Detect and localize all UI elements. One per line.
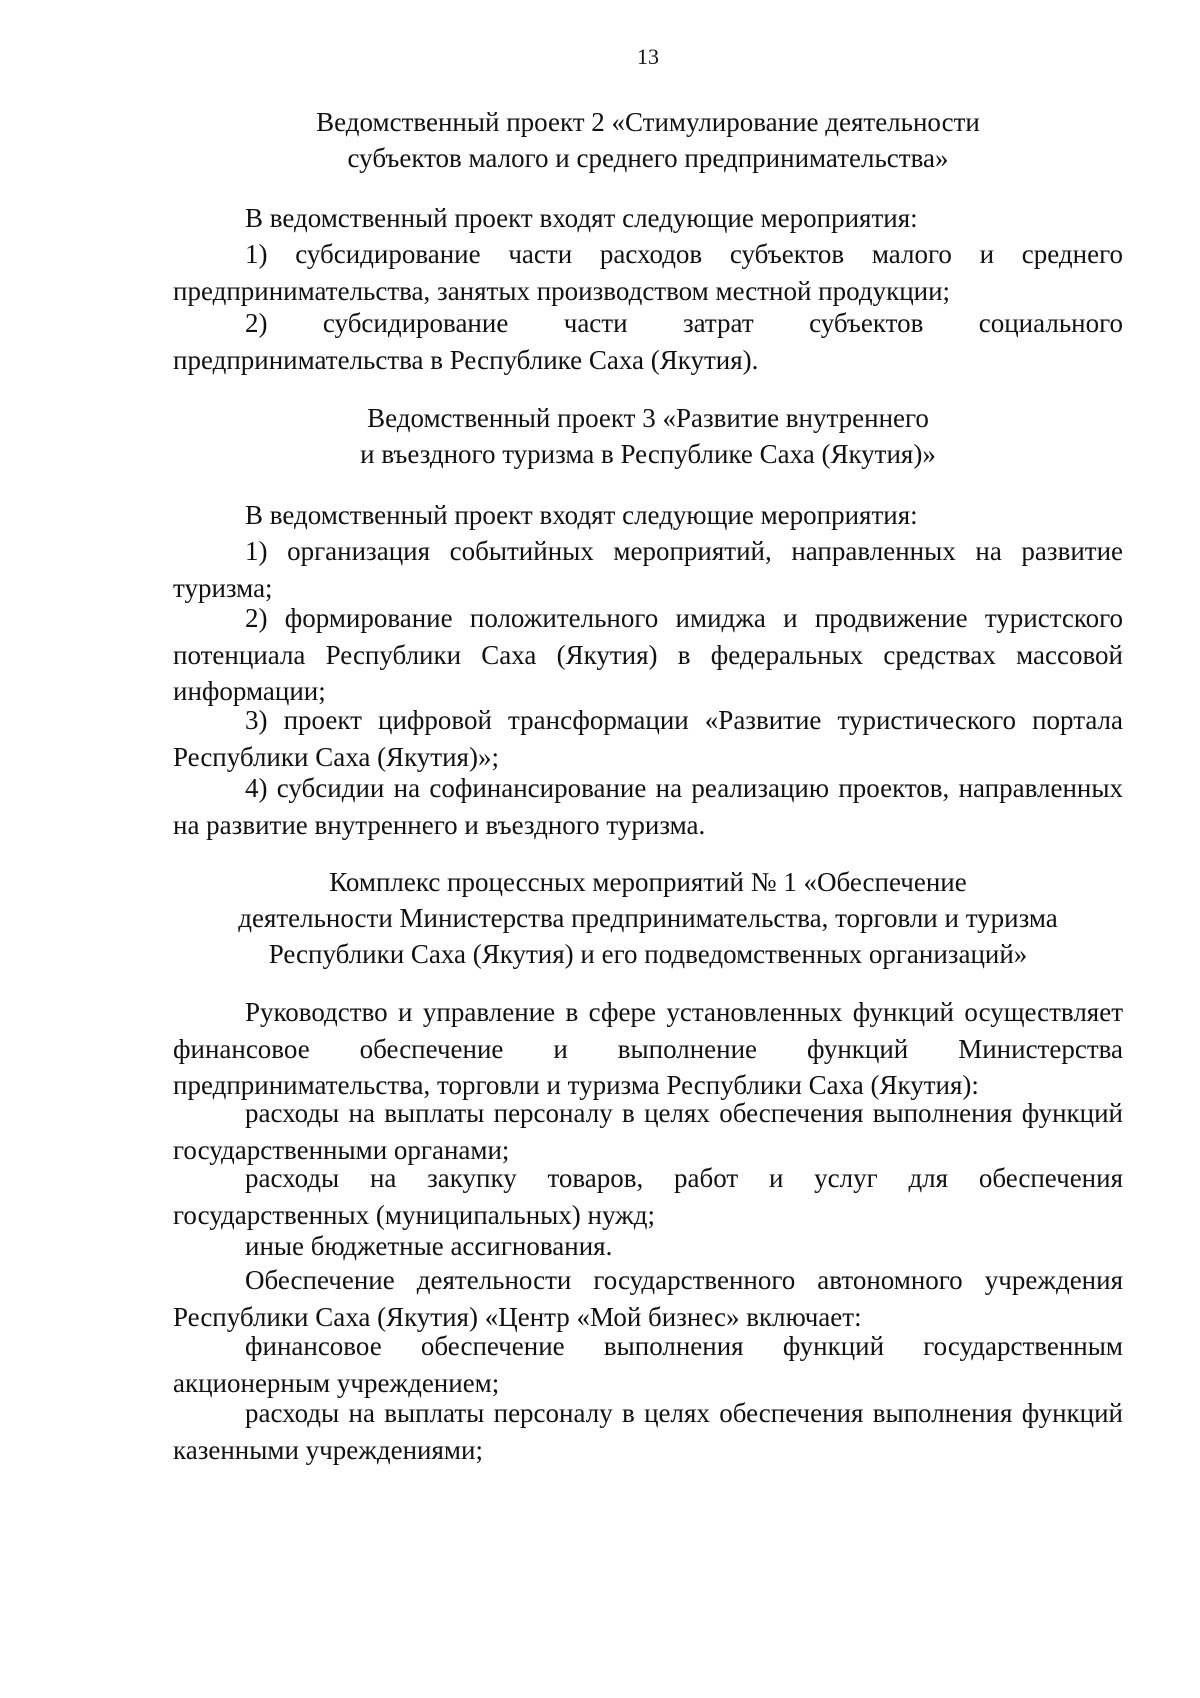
heading-line: деятельности Министерства предпринимательства, торговли и туризма: [238, 903, 1058, 933]
body-paragraph: Руководство и управление в сфере установленных функций осуществляет финансовое обеспечение и выполнение функций Министерства предпринимательства, торговли и туризма Республики Саха (Якутия):: [173, 997, 1123, 1100]
section-heading-project-3: [173, 400, 1123, 472]
section-intro: В ведомственный проект входят следующие мероприятия:: [245, 500, 918, 530]
heading-line: Ведомственный проект 2 «Стимулирование деятельности: [316, 107, 980, 137]
heading-line: Ведомственный проект 3 «Развитие внутреннего: [367, 403, 929, 433]
list-item: 2) субсидирование части затрат субъектов социального предпринимательства в Республике Саха (Якутия).: [173, 308, 1123, 375]
list-item: 3) проект цифровой трансформации «Развитие туристического портала Республики Саха (Якутия)»;: [173, 705, 1123, 772]
body-paragraph: расходы на закупку товаров, работ и услуг для обеспечения государственных (муниципальных) нужд;: [173, 1163, 1123, 1230]
body-paragraph: расходы на выплаты персоналу в целях обеспечения выполнения функций государственными органами;: [173, 1098, 1123, 1165]
list-item: 2) формирование положительного имиджа и продвижение туристского потенциала Республики Саха (Якутия) в федеральных средствах массовой информации;: [173, 603, 1123, 706]
list-item: 1) организация событийных мероприятий, направленных на развитие туризма;: [173, 536, 1123, 603]
heading-line: и въездного туризма в Республике Саха (Якутия)»: [360, 439, 936, 469]
section-heading-process-complex-1: [173, 864, 1123, 972]
body-paragraph: Обеспечение деятельности государственного автономного учреждения Республики Саха (Якутия) «Центр «Мой бизнес» включает:: [173, 1265, 1123, 1332]
heading-line: Комплекс процессных мероприятий № 1 «Обеспечение: [329, 867, 967, 897]
list-item: 4) субсидии на софинансирование на реализацию проектов, направленных на развитие внутреннего и въездного туризма.: [173, 773, 1123, 840]
heading-line: субъектов малого и среднего предпринимательства»: [347, 143, 949, 173]
body-paragraph: расходы на выплаты персоналу в целях обеспечения выполнения функций казенными учреждениями;: [173, 1398, 1123, 1465]
page-number: 13: [637, 44, 659, 69]
section-heading-project-2: [173, 104, 1123, 176]
list-item: 1) субсидирование части расходов субъектов малого и среднего предпринимательства, занятых производством местной продукции;: [173, 239, 1123, 306]
body-paragraph: финансовое обеспечение выполнения функций государственным акционерным учреждением;: [173, 1331, 1123, 1398]
body-paragraph: иные бюджетные ассигнования.: [245, 1231, 613, 1261]
section-intro: В ведомственный проект входят следующие мероприятия:: [245, 203, 918, 233]
heading-line: Республики Саха (Якутия) и его подведомственных организаций»: [268, 939, 1028, 969]
